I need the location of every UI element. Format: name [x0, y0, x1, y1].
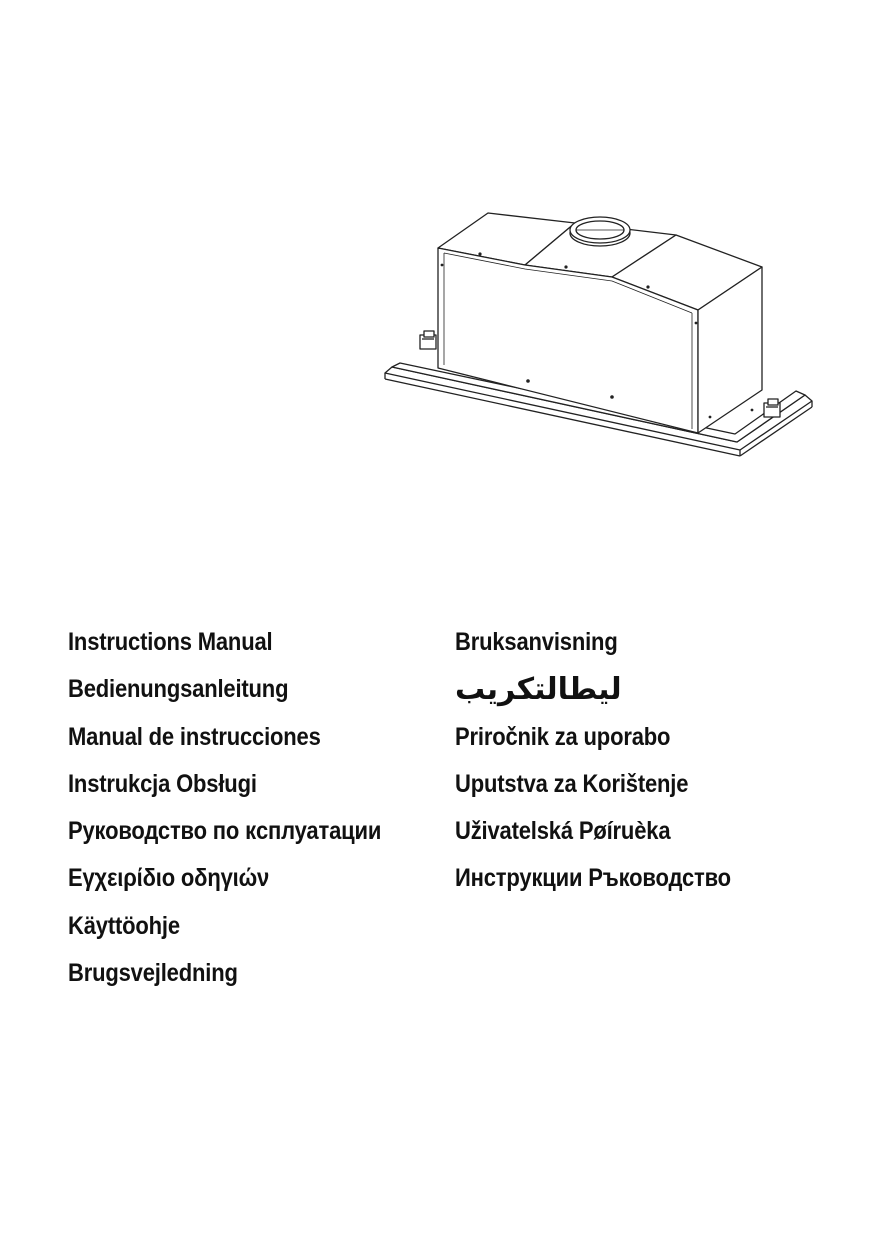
title-arabic: ليطالتكريب	[455, 672, 622, 708]
title-polish: Instrukcja Obsługi	[68, 769, 257, 798]
title-czech: Uživatelská Pøíruèka	[455, 817, 671, 846]
title-spanish: Manual de instrucciones	[68, 722, 321, 751]
title-english: Instructions Manual	[68, 628, 273, 656]
title-bulgarian: Инструкции Ръководство	[455, 864, 731, 893]
title-croatian: Uputstva za Korištenje	[455, 769, 689, 798]
mounting-clip-left	[420, 331, 436, 349]
title-slovenian: Priročnik za uporabo	[455, 722, 671, 751]
mounting-clip-right	[764, 399, 780, 417]
title-swedish: Bruksanvisning	[455, 628, 618, 656]
title-russian: Руководство по кcплуатации	[68, 817, 382, 846]
title-german: Bedienungsanleitung	[68, 675, 289, 704]
title-list-left	[68, 619, 424, 997]
cooker-hood-illustration	[380, 205, 820, 475]
title-danish: Brugsvejledning	[68, 959, 238, 988]
title-list-right	[455, 619, 769, 903]
title-greek: Εγχειρίδιο οδηγιών	[68, 864, 270, 893]
title-finnish: Käyttöohje	[68, 911, 180, 940]
